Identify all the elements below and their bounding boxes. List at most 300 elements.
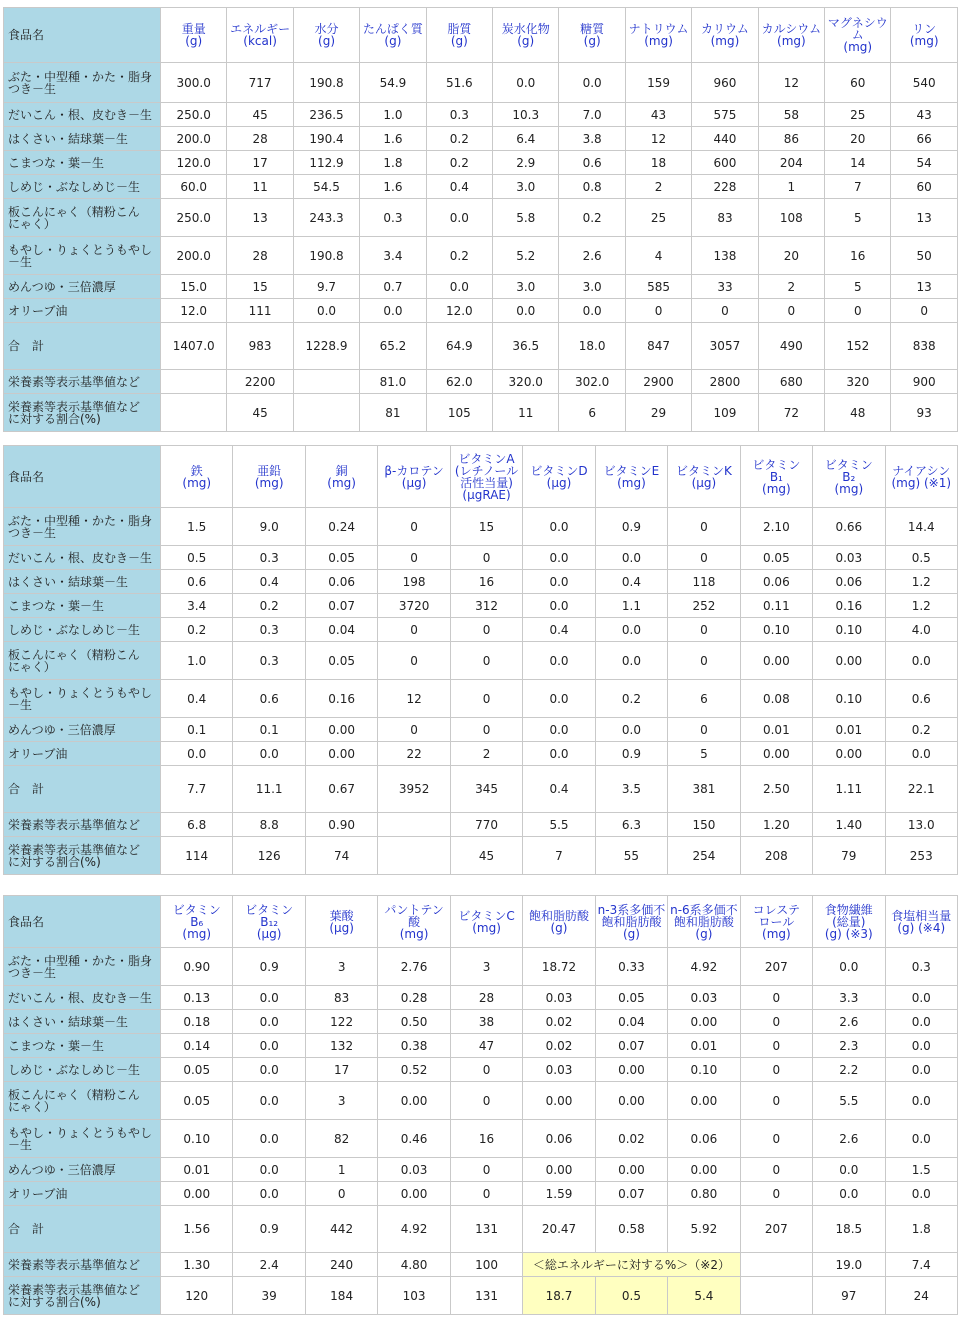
column-header-line: ビタミン <box>172 902 221 917</box>
value-cell: 2.6 <box>559 237 625 275</box>
ratio-cell: 126 <box>233 837 305 875</box>
value-cell: 0.03 <box>523 986 595 1010</box>
standard-row <box>4 370 958 394</box>
column-header <box>891 8 957 63</box>
value-cell: 54.5 <box>293 175 359 199</box>
food-name-line: はくさい・結球葉－生 <box>8 574 129 589</box>
value-cell: 0 <box>740 1010 812 1034</box>
value-cell: 0.00 <box>305 742 377 766</box>
value-cell: 0.90 <box>161 948 233 986</box>
value-cell: 236.5 <box>293 103 359 127</box>
value-cell: 0 <box>825 299 891 323</box>
value-cell: 9.0 <box>233 508 305 546</box>
value-cell: 0.06 <box>668 1120 740 1158</box>
value-cell: 0.13 <box>161 986 233 1010</box>
column-header <box>493 8 559 63</box>
value-cell: 0.02 <box>595 1120 667 1158</box>
ratio-label-line: に対する割合(%) <box>8 1294 101 1309</box>
value-cell: 0 <box>450 1158 522 1182</box>
value-cell: 11 <box>227 175 293 199</box>
column-header <box>668 896 740 948</box>
value-cell: 0.3 <box>426 103 492 127</box>
column-header-line: 炭水化物 <box>501 22 550 36</box>
standard-cell: 900 <box>891 370 957 394</box>
column-header-line: (mg) <box>834 481 864 496</box>
column-header-line: (g) (※3) <box>824 926 873 941</box>
value-cell: 0.02 <box>523 1034 595 1058</box>
value-cell: 0.0 <box>523 642 595 680</box>
value-cell: 4 <box>625 237 691 275</box>
value-cell: 20 <box>825 127 891 151</box>
value-cell: 312 <box>450 594 522 618</box>
total-cell: 22.1 <box>885 766 957 813</box>
value-cell: 0.0 <box>523 718 595 742</box>
value-cell: 0 <box>450 642 522 680</box>
value-cell: 1.8 <box>360 151 426 175</box>
standard-cell: 150 <box>668 813 740 837</box>
ratio-cell: 29 <box>625 394 691 432</box>
value-cell: 0.00 <box>668 1082 740 1120</box>
value-cell: 0 <box>891 299 957 323</box>
column-header-line: B₁ <box>769 469 783 484</box>
ratio-label-line: に対する割合(%) <box>8 411 101 426</box>
value-cell: 190.8 <box>293 237 359 275</box>
column-header-line: ロール <box>758 914 795 929</box>
column-header <box>161 896 233 948</box>
ratio-cell: 79 <box>813 837 885 875</box>
value-cell: 0.0 <box>885 1034 957 1058</box>
value-cell: 0.2 <box>426 237 492 275</box>
food-name-line: －生 <box>8 697 33 712</box>
column-header-line: (g) <box>583 34 601 48</box>
value-cell: 0.2 <box>426 127 492 151</box>
column-header-line: パントテン <box>384 902 444 917</box>
value-cell: 0.00 <box>595 1058 667 1082</box>
food-row <box>4 570 958 594</box>
value-cell: 0.0 <box>161 742 233 766</box>
value-cell: 0.06 <box>740 570 812 594</box>
value-cell: 0.03 <box>378 1158 450 1182</box>
value-cell: 0.7 <box>360 275 426 299</box>
standard-cell: 19.0 <box>813 1253 885 1277</box>
food-name-line: 板こんにゃく（精粉こん <box>8 647 140 662</box>
value-cell: 0.0 <box>426 199 492 237</box>
ratio-cell: 72 <box>758 394 824 432</box>
value-cell: 0.01 <box>813 718 885 742</box>
ratio-cell: 97 <box>813 1277 885 1315</box>
ratio-cell: 120 <box>161 1277 233 1315</box>
food-name-line: つき－生 <box>8 965 57 980</box>
value-cell: 2.3 <box>813 1034 885 1058</box>
column-header-line: n-3系多価不 <box>597 902 666 917</box>
value-cell: 43 <box>625 103 691 127</box>
food-row <box>4 175 958 199</box>
value-cell: 17 <box>227 151 293 175</box>
value-cell: 540 <box>891 63 957 103</box>
column-header <box>378 896 450 948</box>
value-cell: 1.6 <box>360 127 426 151</box>
column-header-line: (mg) <box>777 34 806 48</box>
column-header-line: B₆ <box>190 914 204 929</box>
value-cell: 0.0 <box>233 986 305 1010</box>
value-cell: 0.4 <box>233 570 305 594</box>
food-row <box>4 680 958 718</box>
value-cell: 0.10 <box>668 1058 740 1082</box>
standard-cell: 770 <box>450 813 522 837</box>
food-name <box>4 642 161 680</box>
column-header-line: マグネシウ <box>827 16 888 30</box>
ratio-cell: 184 <box>305 1277 377 1315</box>
column-header-line: コレステ <box>752 902 801 917</box>
value-cell: 0.05 <box>595 986 667 1010</box>
column-header-line: 飽和脂肪酸 <box>601 914 662 929</box>
value-cell: 5.5 <box>813 1082 885 1120</box>
value-cell: 0 <box>740 1158 812 1182</box>
value-cell: 3.4 <box>161 594 233 618</box>
value-cell: 0.0 <box>595 718 667 742</box>
column-header <box>227 8 293 63</box>
column-header <box>523 896 595 948</box>
column-header <box>305 446 377 508</box>
column-header-line: (μgRAE) <box>462 487 511 502</box>
standard-row <box>4 813 958 837</box>
food-name <box>4 570 161 594</box>
standard-label: 栄養素等表示基準値など <box>4 813 161 837</box>
column-header-line: (μg) <box>691 475 717 490</box>
value-cell: 0.0 <box>523 594 595 618</box>
food-row <box>4 742 958 766</box>
value-cell: 0.00 <box>595 1158 667 1182</box>
column-header-line: 亜鉛 <box>257 463 282 478</box>
food-name-line: めんつゆ・三倍濃厚 <box>8 279 116 294</box>
total-cell: 65.2 <box>360 323 426 370</box>
value-cell: 0.6 <box>161 570 233 594</box>
column-header-line: ビタミンC <box>458 908 515 923</box>
value-cell: 0.2 <box>161 618 233 642</box>
value-cell: 0.0 <box>813 1158 885 1182</box>
food-name-line: にゃく） <box>8 659 56 674</box>
column-header-line: 重量 <box>181 22 206 36</box>
value-cell: 4.92 <box>668 948 740 986</box>
standard-cell: 680 <box>758 370 824 394</box>
value-cell: 0.16 <box>305 680 377 718</box>
column-header-line: 活性当量) <box>460 475 513 490</box>
value-cell: 0.0 <box>595 618 667 642</box>
column-header <box>523 446 595 508</box>
value-cell: 0.01 <box>668 1034 740 1058</box>
value-cell: 0.00 <box>668 1158 740 1182</box>
value-cell: 2.6 <box>813 1010 885 1034</box>
value-cell: 0.0 <box>233 1182 305 1206</box>
column-header-line: 食塩相当量 <box>891 908 952 923</box>
column-header-line: (g) <box>517 34 535 48</box>
food-name <box>4 127 161 151</box>
column-header-line: (レチノール <box>454 463 519 478</box>
value-cell: 0 <box>450 680 522 718</box>
value-cell: 0.6 <box>233 680 305 718</box>
value-cell: 0.5 <box>161 546 233 570</box>
ratio-cell: 0.5 <box>595 1277 667 1315</box>
value-cell: 0.0 <box>523 508 595 546</box>
value-cell: 0.0 <box>813 948 885 986</box>
column-header-line: (mg) <box>762 481 791 496</box>
value-cell: 0.05 <box>161 1058 233 1082</box>
value-cell: 3 <box>450 948 522 986</box>
food-name-line: －生 <box>8 254 33 269</box>
value-cell: 0.0 <box>233 1082 305 1120</box>
value-cell: 45 <box>227 103 293 127</box>
standard-cell: 1.30 <box>161 1253 233 1277</box>
value-cell: 2 <box>625 175 691 199</box>
value-cell: 51.6 <box>426 63 492 103</box>
value-cell: 5 <box>668 742 740 766</box>
total-cell: 18.0 <box>559 323 625 370</box>
standard-cell: 1.20 <box>740 813 812 837</box>
value-cell: 0.9 <box>595 742 667 766</box>
column-header-line: ビタミン <box>824 457 873 472</box>
total-cell: 3.5 <box>595 766 667 813</box>
value-cell: 0.10 <box>813 680 885 718</box>
food-row <box>4 1158 958 1182</box>
value-cell: 0.28 <box>378 986 450 1010</box>
standard-label: 栄養素等表示基準値など <box>4 1253 161 1277</box>
column-header-line: B₂ <box>842 469 856 484</box>
food-name-line: はくさい・結球葉－生 <box>8 1014 129 1029</box>
value-cell: 4.0 <box>885 618 957 642</box>
standard-cell: 100 <box>450 1253 522 1277</box>
total-cell: 207 <box>740 1206 812 1253</box>
standard-cell: 302.0 <box>559 370 625 394</box>
value-cell: 7 <box>825 175 891 199</box>
total-cell: 1407.0 <box>161 323 227 370</box>
food-name <box>4 175 161 199</box>
food-name-line: しめじ・ぶなしめじ－生 <box>8 179 141 194</box>
value-cell: 60 <box>891 175 957 199</box>
value-cell: 0.50 <box>378 1010 450 1034</box>
standard-label: 栄養素等表示基準値など <box>4 370 161 394</box>
ratio-cell <box>293 394 359 432</box>
column-header-line: ビタミンE <box>603 463 660 478</box>
total-cell: 1.11 <box>813 766 885 813</box>
value-cell: 83 <box>305 986 377 1010</box>
value-cell: 9.7 <box>293 275 359 299</box>
ratio-cell: 11 <box>493 394 559 432</box>
value-cell: 25 <box>625 199 691 237</box>
food-name <box>4 1182 161 1206</box>
total-cell: 11.1 <box>233 766 305 813</box>
total-row <box>4 1206 958 1253</box>
value-cell: 0.0 <box>293 299 359 323</box>
standard-row <box>4 1253 958 1277</box>
column-header-line: (mg) <box>254 475 284 490</box>
total-cell: 847 <box>625 323 691 370</box>
value-cell: 13 <box>227 199 293 237</box>
ratio-cell: 39 <box>233 1277 305 1315</box>
column-header <box>161 446 233 508</box>
value-cell: 12 <box>625 127 691 151</box>
standard-cell: 7.4 <box>885 1253 957 1277</box>
total-cell: 838 <box>891 323 957 370</box>
total-cell: 381 <box>668 766 740 813</box>
value-cell: 0 <box>450 1182 522 1206</box>
value-cell: 0.00 <box>523 1158 595 1182</box>
total-cell: 20.47 <box>523 1206 595 1253</box>
value-cell: 12.0 <box>161 299 227 323</box>
value-cell: 0.52 <box>378 1058 450 1082</box>
column-header-line: (μg) <box>329 920 354 935</box>
value-cell: 86 <box>758 127 824 151</box>
value-cell: 0.06 <box>523 1120 595 1158</box>
food-name-line: 板こんにゃく（精粉こん <box>8 204 140 219</box>
value-cell: 243.3 <box>293 199 359 237</box>
value-cell: 0.2 <box>233 594 305 618</box>
column-header <box>595 446 667 508</box>
value-cell: 198 <box>378 570 450 594</box>
value-cell: 0.0 <box>885 1120 957 1158</box>
value-cell: 0.0 <box>493 299 559 323</box>
column-header <box>740 896 812 948</box>
ratio-cell: 48 <box>825 394 891 432</box>
value-cell: 3.4 <box>360 237 426 275</box>
ratio-cell: 105 <box>426 394 492 432</box>
column-header-line: (μg) <box>546 475 572 490</box>
value-cell: 0.06 <box>813 570 885 594</box>
value-cell: 2 <box>758 275 824 299</box>
value-cell: 1.5 <box>161 508 233 546</box>
column-header <box>692 8 758 63</box>
ratio-cell <box>161 394 227 432</box>
total-cell: 152 <box>825 323 891 370</box>
ratio-cell: 24 <box>885 1277 957 1315</box>
value-cell: 3 <box>305 948 377 986</box>
food-row <box>4 127 958 151</box>
column-header-line: ビタミンA <box>458 451 515 466</box>
value-cell: 0 <box>740 1082 812 1120</box>
food-row <box>4 986 958 1010</box>
column-header-line: (mg) <box>617 475 646 490</box>
food-row <box>4 275 958 299</box>
food-name <box>4 594 161 618</box>
value-cell: 0.18 <box>161 1010 233 1034</box>
column-header-line: エネルギー <box>230 22 291 36</box>
ratio-label-line: 栄養素等表示基準値など <box>8 842 141 857</box>
column-header-line: (mg) (※1) <box>891 475 952 490</box>
value-cell: 1.5 <box>885 1158 957 1182</box>
food-name-line: 板こんにゃく（精粉こん <box>8 1087 140 1102</box>
value-cell: 0.05 <box>305 642 377 680</box>
value-cell: 38 <box>450 1010 522 1034</box>
column-header-line: (g) <box>384 34 402 48</box>
food-name <box>4 199 161 237</box>
total-cell: 345 <box>450 766 522 813</box>
standard-cell: 6.8 <box>161 813 233 837</box>
food-name-line: ぶた・中型種・かた・脂身 <box>8 513 153 528</box>
food-name-line: しめじ・ぶなしめじ－生 <box>8 1062 141 1077</box>
value-cell: 12 <box>378 680 450 718</box>
value-cell: 0.0 <box>813 1182 885 1206</box>
value-cell: 0.4 <box>595 570 667 594</box>
total-cell: 5.92 <box>668 1206 740 1253</box>
column-header-line: カリウム <box>701 22 749 36</box>
column-header <box>161 8 227 63</box>
value-cell: 0.0 <box>523 742 595 766</box>
standard-cell: 2.4 <box>233 1253 305 1277</box>
value-cell: 16 <box>825 237 891 275</box>
total-cell: 2.50 <box>740 766 812 813</box>
food-name-line: だいこん・根、皮むき－生 <box>8 550 153 565</box>
value-cell: 0.01 <box>161 1158 233 1182</box>
ratio-cell: 93 <box>891 394 957 432</box>
food-name-line: もやし・りょくとうもやし <box>8 685 153 700</box>
column-header <box>758 8 824 63</box>
column-header <box>595 896 667 948</box>
ratio-cell: 5.4 <box>668 1277 740 1315</box>
column-header-line: β-カロテン <box>384 463 444 478</box>
value-cell: 0.00 <box>813 742 885 766</box>
value-cell: 0.3 <box>885 948 957 986</box>
total-row <box>4 766 958 813</box>
column-header <box>233 896 305 948</box>
column-header-line: (mg) <box>472 920 501 935</box>
ratio-label <box>4 1277 161 1315</box>
value-cell: 0.0 <box>493 63 559 103</box>
value-cell: 3.0 <box>493 275 559 299</box>
column-header <box>559 8 625 63</box>
food-name-line: オリーブ油 <box>8 746 68 761</box>
value-cell: 10.3 <box>493 103 559 127</box>
ratio-label-line: 栄養素等表示基準値など <box>8 399 141 414</box>
value-cell: 0 <box>668 546 740 570</box>
value-cell: 0.0 <box>523 570 595 594</box>
food-name <box>4 948 161 986</box>
food-name-line: だいこん・根、皮むき－生 <box>8 107 153 122</box>
column-header <box>305 896 377 948</box>
ratio-cell <box>378 837 450 875</box>
value-cell: 5.8 <box>493 199 559 237</box>
value-cell: 0.00 <box>595 1082 667 1120</box>
column-header <box>360 8 426 63</box>
food-name <box>4 546 161 570</box>
header-row <box>4 446 958 508</box>
value-cell: 0.0 <box>233 1010 305 1034</box>
value-cell: 585 <box>625 275 691 299</box>
value-cell: 3.0 <box>559 275 625 299</box>
standard-cell: 0.90 <box>305 813 377 837</box>
ratio-cell: 103 <box>378 1277 450 1315</box>
food-name-header: 食品名 <box>4 446 161 508</box>
standard-cell: 4.80 <box>378 1253 450 1277</box>
standard-cell: 62.0 <box>426 370 492 394</box>
column-header-line: (kcal) <box>243 34 277 48</box>
food-name-line: つき－生 <box>8 81 57 96</box>
value-cell: 7.0 <box>559 103 625 127</box>
value-cell: 18 <box>625 151 691 175</box>
value-cell: 108 <box>758 199 824 237</box>
total-label: 合 計 <box>4 323 161 370</box>
food-row <box>4 1010 958 1034</box>
value-cell: 0.46 <box>378 1120 450 1158</box>
value-cell: 20 <box>758 237 824 275</box>
column-header <box>450 446 522 508</box>
value-cell: 0.3 <box>360 199 426 237</box>
ratio-cell <box>740 1277 812 1315</box>
column-header <box>885 446 957 508</box>
value-cell: 200.0 <box>161 127 227 151</box>
value-cell: 0.0 <box>885 1182 957 1206</box>
food-name <box>4 742 161 766</box>
value-cell: 228 <box>692 175 758 199</box>
value-cell: 0.06 <box>305 570 377 594</box>
